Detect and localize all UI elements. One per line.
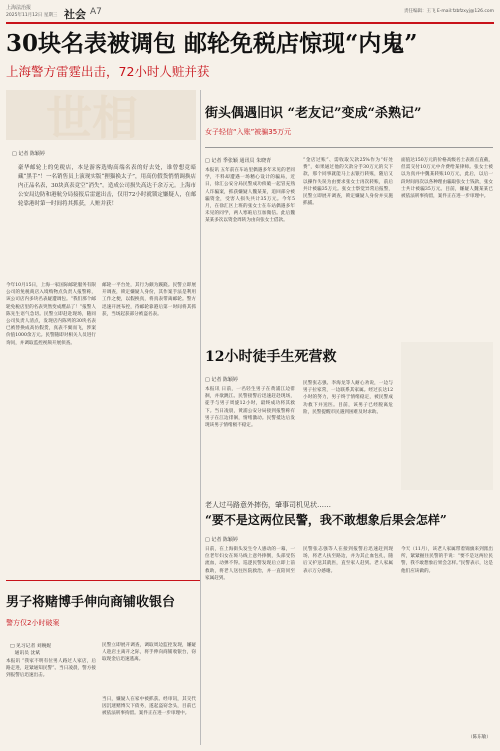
story1-col2: “金店过账”、需收取欠款25%作为“好处费”，如果通过他的欠款分手30万元的欠下款，那个同事就能马上去银行转账，随后又以操作失误为由要求张女士再次转账，前后共计被骗35万元。张女士察觉异常后报警，民警立即展开调查，锁定嫌疑人身份并实施抓捕。 <box>303 158 393 207</box>
story1-subheadline: 女子轻信“入账”被骗35万元 <box>205 128 292 136</box>
mid-reporter: □ 见习记者 刘婉妮 通讯员 沈斌 <box>10 644 52 656</box>
story1-col1: 本报讯 五年前在车站里偶遇多年未见的老同学，不料却遭遇一场精心设计的骗局，近日，徐汇公安分局民警成功侦破一起冒充熟人诈骗案，抓获嫌疑人魏某某，追回部分被骗资金，受害人损失共计35万元。今年5月，在徐汇区上班的张女士在车站偶遇多年未见的同学，两人寒暄后互加微信。此后魏某某多次以资金周转为由向张女士借款。 <box>205 168 295 224</box>
story3-kicker: 老人过马路意外摔伤，肇事司机见状…… <box>205 501 331 509</box>
header-rule <box>6 22 494 24</box>
page-number: A7 <box>90 7 102 17</box>
story1-headline: 街头偶遇旧识 “老友记”变成“杀熟记” <box>205 106 422 121</box>
lead-headline: 30块名表被调包 邮轮免税店惊现“内鬼” <box>6 30 418 57</box>
decorative-banner <box>6 90 196 140</box>
story2-reporter: □ 记者 陈颖婷 <box>205 377 238 383</box>
header-bar <box>6 4 494 22</box>
story3-col2: 民警张志强等人在接到报警后迅速赶到现场，将老人扶至路边，并为其止血包扎，随后又护送其就医，直至家人赶到。老人家属表示万分感谢。 <box>303 547 393 574</box>
lead-subheadline: 上海警方雷霆出击，72小时人赃并获 <box>6 64 210 79</box>
story1 <box>205 105 495 333</box>
story2-photo <box>401 342 493 490</box>
story2-col1: 本报讯 日前，一名轻生男子在黄浦江边徘徊，并欲跳江。民警接警后迅速赶赴现场，徒手与男子周旋12小时，最终成功将其救下。当日凌晨，黄浦公安分局接到报警称有男子在江边徘徊，情绪激动。民警抵达后发现该男子情绪极不稳定。 <box>205 387 295 429</box>
story3-headline: “要不是这两位民警，我不敢想象后果会怎样” <box>205 513 447 527</box>
mid-headline-subtitle: 警方仅2小时破案 <box>6 619 60 627</box>
story3-reporter: □ 记者 陈颖婷 <box>205 537 238 543</box>
mid-headline-rule <box>6 580 200 581</box>
header-date: 2025年11月12日 星期三 <box>6 13 58 18</box>
column-divider <box>200 90 201 745</box>
story2-col2: 民警张志强、李海龙等人耐心劝说，一边与男子拉家常，一边联系其家属。经过长达12小时的努力，男子终于情绪稳定，被民警成功救下并送医。目前，该男子已经脱离危险，民警提醒市民遇到困难及时求助。 <box>303 381 393 415</box>
end-mark: （陈东敏） <box>468 735 491 740</box>
mid-story-col1: 民警立即展开调查，调取周边监控发现，嫌疑人趁店主离开之际，将手伸向商铺收银台，窃取现金后迅速逃离。 <box>102 643 196 663</box>
paper-name: 上海法治报 <box>6 5 32 11</box>
decorative-glyph-icon <box>6 90 196 140</box>
story2-headline: 12小时徒手生死营救 <box>205 349 337 365</box>
section-name: 社会 <box>64 8 86 21</box>
lead-summary: 豪华邮轮上的免税店，本是游客选购高端名表的好去处，谁曾想竟暗藏“黑手”！一名销售员上演现实版“狸猫换太子”，用高仿假货悄悄调换店内正品名表，30块真表竟空“消失”。造成公司损失高达千余万元。上海市公安局边防和港航分局接报后雷霆出击，仅用72小时就锁定嫌疑人，在邮轮靠港时第一时间将其抓获，人赃并获！ <box>18 165 196 207</box>
story3-col3: 今天（11月），该老人家属带着锦旗来到派出所，紧紧握住民警的手说：“要不是这两位民警，我不敢想象后果会怎样。”民警表示，这是他们应该做的。 <box>401 547 493 574</box>
lead-reporter: □ 记者 陈颖婷 <box>12 151 45 157</box>
bottom-left-text: 本报讯 “我家不明有位男人路过人家店，后路走进，赶紧通知民警”。当日凌晨，警方接到报警后迅速出击。 <box>6 659 96 679</box>
story1-reporter: □ 记者 季张颖 通讯员 朱晓青 <box>205 158 272 164</box>
story1-divider <box>205 147 493 148</box>
mid-headline-block <box>6 580 200 640</box>
mid-story-col2: 当日，嫌疑人在家中被抓获。经审讯，其交代因沉迷赌博欠下债务，遂起盗窃念头，目前已被依法刑事拘留。案件正在进一步审理中。 <box>102 697 196 717</box>
editor-info: 责任编辑：王飞 E-mail:fzbfzxyj@126.com <box>403 9 494 14</box>
story3 <box>205 500 495 745</box>
svg-text:世相: 世相 <box>46 91 138 140</box>
story3-col1: 日前，在上海街头发生令人感动的一幕，一位老年妇女在斑马线上意外摔倒，头部受伤流血，动弹不得。巡逻民警发现后立即上前救助，将老人送往医院救治，并一直陪同至家属赶到。 <box>205 547 295 581</box>
story2 <box>205 340 495 490</box>
mid-headline-title: 男子将赌博手伸向商铺收银台 <box>6 595 176 610</box>
story1-col3: 面值达150万元的价格高级名士表准点直截，但需交付10万元中介费给某律师。张女士被以为真并中魏某转账10万元，此后，以后一段时间再次以各种理由骗取张女士钱款，张女士共计被骗35万元。目前，嫌疑人魏某某已被依法刑事拘留，案件正在进一步审理中。 <box>401 158 493 200</box>
lead-body-right: 邮轮一平台处，其行为颇为蹊跷。民警立即展开调查，锁定嫌疑人身份，其作案手法是利用工作之便，以假换真，将真表带离邮轮。警方迅速开展布控，待邮轮靠港后第一时间将其抓获，当场起获部分被盗名表。 <box>102 283 196 317</box>
lead-body-left: 今年10月15日，上海一家国际邮轮服务有限公司的免税商店入境购物点负责人报警称，该公司店内多块名表疑遭调包。“我们那个邮轮免税店里的名表突然变成赝品了！”报警人陈先生语气急切。民警立即赶赴现场，随同公司负责人清点，发现店内陈列的30块名表已被替换成高仿假货，真表不翼而飞，涉案价值1000余万元。民警随即对相关人员进行询问，并调取监控视频开展侦查。 <box>6 283 96 346</box>
